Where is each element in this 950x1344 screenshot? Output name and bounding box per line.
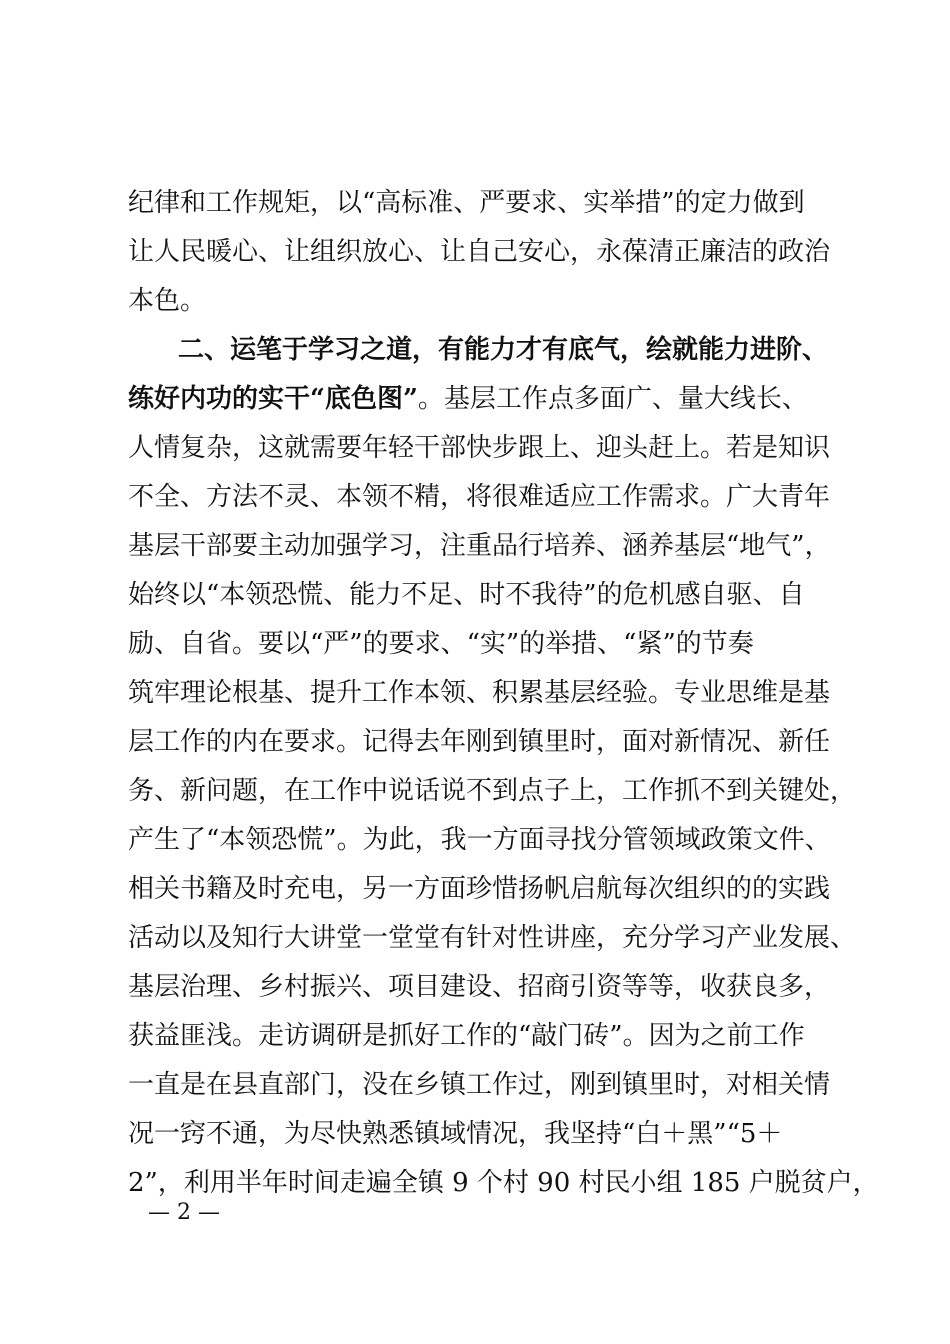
paragraph2-line-16: 一直是在县直部门，没在乡镇工作过，刚到镇里时，对相关情 [128,1070,831,1100]
paragraph2-line-14: 基层治理、乡村振兴、项目建设、招商引资等等，收获良多， [128,972,831,1002]
paragraph2-line-18: 2”，利用半年时间走遍全镇 9 个村 90 村民小组 185 户脱贫户， [128,1168,879,1198]
paragraph2-line-7: 励、自省。要以“严”的要求、“实”的举措、“紧”的节奏 [128,629,754,659]
paragraph2-line-12: 相关书籍及时充电，另一方面珍惜扬帆启航每次组织的的实践 [128,874,831,904]
paragraph2-line-10: 务、新问题，在工作中说话说不到点子上，工作抓不到关键处， [128,776,857,806]
page-number: — 2 — [148,1200,220,1225]
section-heading-line-2: 练好内功的实干“底色图” [128,384,418,414]
paragraph2-line-2 [128,382,808,416]
paragraph2-line-11: 产生了“本领恐慌”。为此，我一方面寻找分管领域政策文件、 [128,825,831,855]
paragraph2-line-2-tail: 。基层工作点多面广、量大线长、 [417,384,808,414]
section-heading-line-1: 二、运笔于学习之道，有能力才有底气，绘就能力进阶、 [178,335,829,365]
paragraph2-line-8: 筑牢理论根基、提升工作本领、积累基层经验。专业思维是基 [128,678,831,708]
paragraph2-line-13: 活动以及知行大讲堂一堂堂有针对性讲座，充分学习产业发展、 [128,923,857,953]
paragraph2-line-15: 获益匪浅。走访调研是抓好工作的“敲门砖”。因为之前工作 [128,1021,805,1051]
paragraph1-line-2: 让人民暖心、让组织放心、让自己安心，永葆清正廉洁的政治 [128,237,831,267]
paragraph2-line-17: 况一窍不通，为尽快熟悉镇域情况，我坚持“白＋黑”“5＋ [128,1119,783,1149]
paragraph2-line-3: 人情复杂，这就需要年轻干部快步跟上、迎头赶上。若是知识 [128,433,831,463]
paragraph1-line-3: 本色。 [128,286,207,316]
paragraph2-line-5: 基层干部要主动加强学习，注重品行培养、涵养基层“地气”， [128,531,831,561]
paragraph1-line-1: 纪律和工作规矩，以“高标准、严要求、实举措”的定力做到 [128,188,805,218]
paragraph2-line-4: 不全、方法不灵、本领不精，将很难适应工作需求。广大青年 [128,482,831,512]
paragraph2-line-6: 始终以“本领恐慌、能力不足、时不我待”的危机感自驱、自 [128,580,805,610]
paragraph2-line-9: 层工作的内在要求。记得去年刚到镇里时，面对新情况、新任 [128,727,831,757]
